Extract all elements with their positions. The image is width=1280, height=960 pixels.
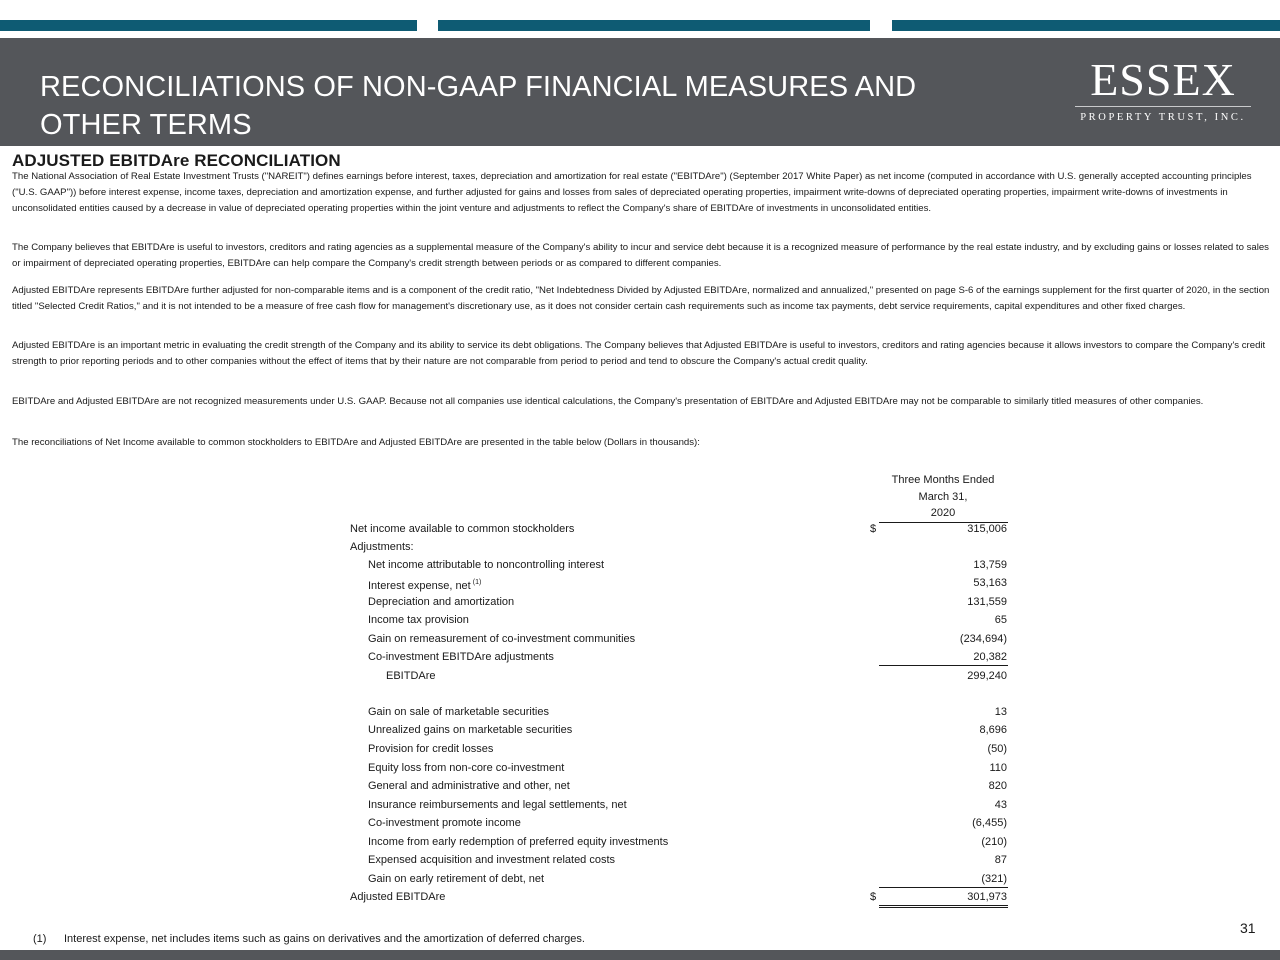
adjustments-label: Adjustments:: [350, 541, 414, 553]
row-label: Co-investment EBITDAre adjustments: [368, 651, 554, 663]
row-label: Adjusted EBITDAre: [350, 891, 446, 903]
row-value: 8,696: [979, 724, 1007, 736]
currency-symbol: $: [870, 891, 877, 903]
paragraph: EBITDAre and Adjusted EBITDAre are not recognized measurements under U.S. GAAP. Because not all companies use identical calculations, the Company's presentation of EBITDAre and Adjusted EBITDAre may not be comparable to similarly titled measures of other companies.: [12, 396, 1204, 407]
row-label: Provision for credit losses: [368, 743, 494, 755]
footnote: [33, 931, 585, 947]
paragraph: Adjusted EBITDAre is an important metric in evaluating the credit strength of the Company and its ability to service its debt obligations. The Company believes that Adjusted EBITDAre is useful to investors, creditors and rating agencies because it allows investors to compare the Company's credit strength to prior reporting periods and to other companies without the effect of items that by their nature are not comparable from period to period and tend to obscure the Company's actual credit quality.: [12, 340, 1266, 367]
footnote-number: (1): [33, 933, 47, 945]
row-label-with-footnote: [368, 574, 481, 595]
top-accent-bar: [0, 20, 417, 31]
row-label: Unrealized gains on marketable securities: [368, 724, 573, 736]
footnote-marker: (1): [472, 579, 482, 586]
essex-logo: [1073, 56, 1253, 123]
row-value: 53,163: [973, 577, 1007, 589]
row-value: (6,455): [972, 817, 1007, 829]
page-number: 31: [1240, 920, 1256, 936]
row-value: 299,240: [967, 670, 1007, 682]
row-value: 87: [994, 854, 1007, 866]
row-label: Net income available to common stockholders: [350, 523, 575, 535]
table-row: [0, 648, 1280, 666]
row-label: Depreciation and amortization: [368, 596, 515, 608]
table-row: [0, 740, 1280, 758]
currency-symbol: $: [870, 523, 877, 535]
row-value: 13: [994, 706, 1007, 718]
row-label: Gain on sale of marketable securities: [368, 706, 549, 718]
footnote-text: Interest expense, net includes items such as gains on derivatives and the amortization of deferred charges.: [64, 933, 585, 945]
bottom-bar: [0, 950, 1280, 960]
table-row: [0, 703, 1280, 721]
table-row: [0, 611, 1280, 629]
paragraph: Adjusted EBITDAre represents EBITDAre further adjusted for non-comparable items and is a component of the credit ratio, "Net Indebtedness Divided by Adjusted EBITDAre, normalized and annualized," presented on page S-6 of the earnings supplement for the first quarter of 2020, in the section titled "Selected Credit Ratios," and it is not intended to be a measure of free cash flow for management's discretionary use, as it does not consider certain cash requirements such as income tax payments, debt service requirements, capital expenditures and other fixed charges.: [12, 285, 1270, 312]
table-row: [0, 520, 1280, 538]
table-row: [0, 574, 1280, 592]
table-row: [0, 851, 1280, 869]
table-row: [0, 870, 1280, 888]
table-row-subtotal: [0, 667, 1280, 685]
table-row: [0, 630, 1280, 648]
row-label: Interest expense, net: [368, 580, 471, 592]
table-row: [0, 721, 1280, 739]
table-row: [0, 556, 1280, 574]
table-row: [0, 777, 1280, 795]
logo-divider: [1075, 106, 1251, 107]
table-row: [0, 796, 1280, 814]
row-value: (50): [987, 743, 1007, 755]
table-row: [0, 593, 1280, 611]
total-double-rule: [879, 907, 1008, 908]
row-label: EBITDAre: [386, 670, 436, 682]
row-label: Insurance reimbursements and legal settlements, net: [368, 799, 627, 811]
row-label: Co-investment promote income: [368, 817, 521, 829]
row-value: 20,382: [973, 651, 1007, 663]
section-title: ADJUSTED EBITDAre RECONCILIATION: [12, 151, 341, 170]
row-label: Equity loss from non-core co-investment: [368, 762, 565, 774]
table-row: [0, 833, 1280, 851]
column-header-date: March 31,: [918, 491, 968, 503]
page-title-line: RECONCILIATIONS OF NON-GAAP FINANCIAL MEASURES AND: [40, 71, 917, 103]
logo-subtitle: PROPERTY TRUST, INC.: [1080, 112, 1246, 123]
table-row-adjustments-heading: [0, 538, 1280, 556]
subtotal-rule: [879, 665, 1008, 666]
row-label: Gain on remeasurement of co-investment communities: [368, 633, 636, 645]
row-value: 110: [989, 762, 1007, 774]
table-row: [0, 759, 1280, 777]
paragraph: The Company believes that EBITDAre is useful to investors, creditors and rating agencies as a supplemental measure of the Company's ability to incur and service debt because it is a recognized measure of performance by the real estate industry, and by excluding gains or losses related to sales or impairment of depreciated operating properties, EBITDAre can help compare the Company's credit strength between periods or as compared to different companies.: [12, 242, 1269, 269]
column-header-period: Three Months Ended: [891, 474, 995, 486]
table-row-total: [0, 888, 1280, 906]
top-accent-bar: [438, 20, 870, 31]
row-value: 301,973: [967, 891, 1007, 903]
logo-wordmark: ESSEX: [1090, 54, 1236, 105]
row-label: Expensed acquisition and investment related costs: [368, 854, 616, 866]
paragraph: The reconciliations of Net Income available to common stockholders to EBITDAre and Adjusted EBITDAre are presented in the table below (Dollars in thousands):: [12, 437, 700, 448]
row-label: Net income attributable to noncontrolling interest: [368, 559, 605, 571]
header-banner: [0, 38, 1280, 146]
row-label: Gain on early retirement of debt, net: [368, 873, 545, 885]
table-row: [0, 814, 1280, 832]
row-value: 65: [994, 614, 1007, 626]
top-accent-bar: [892, 20, 1280, 31]
row-value: (321): [981, 873, 1007, 885]
page-title: [40, 68, 1020, 144]
row-value: 13,759: [973, 559, 1007, 571]
row-value: 43: [994, 799, 1007, 811]
row-value: 131,559: [967, 596, 1007, 608]
row-value: (234,694): [959, 633, 1007, 645]
total-double-rule: [879, 905, 1008, 906]
paragraph: The National Association of Real Estate Investment Trusts ("NAREIT") defines earnings before interest, taxes, depreciation and amortization for real estate ("EBITDAre") (September 2017 White Paper) as net income (computed in accordance with U.S. generally accepted accounting principles ("U.S. GAAP")) before interest expense, income taxes, depreciation and amortization expense, and further adjusted for gains and losses from sales of depreciated operating properties, impairment write-downs of depreciated operating properties, impairment write-downs of investments in unconsolidated entities caused by a decrease in value of depreciated operating properties within the joint venture and adjustments to reflect the Company's share of EBITDAre of investments in unconsolidated entities.: [12, 171, 1252, 214]
page-title-line: OTHER TERMS: [40, 109, 252, 141]
row-label: Income tax provision: [368, 614, 469, 626]
row-value: (210): [981, 836, 1007, 848]
row-value: 315,006: [967, 523, 1007, 535]
column-header-year: 2020: [930, 507, 956, 519]
row-value: 820: [988, 780, 1007, 792]
row-label: General and administrative and other, net: [368, 780, 570, 792]
row-label: Income from early redemption of preferred equity investments: [368, 836, 669, 848]
